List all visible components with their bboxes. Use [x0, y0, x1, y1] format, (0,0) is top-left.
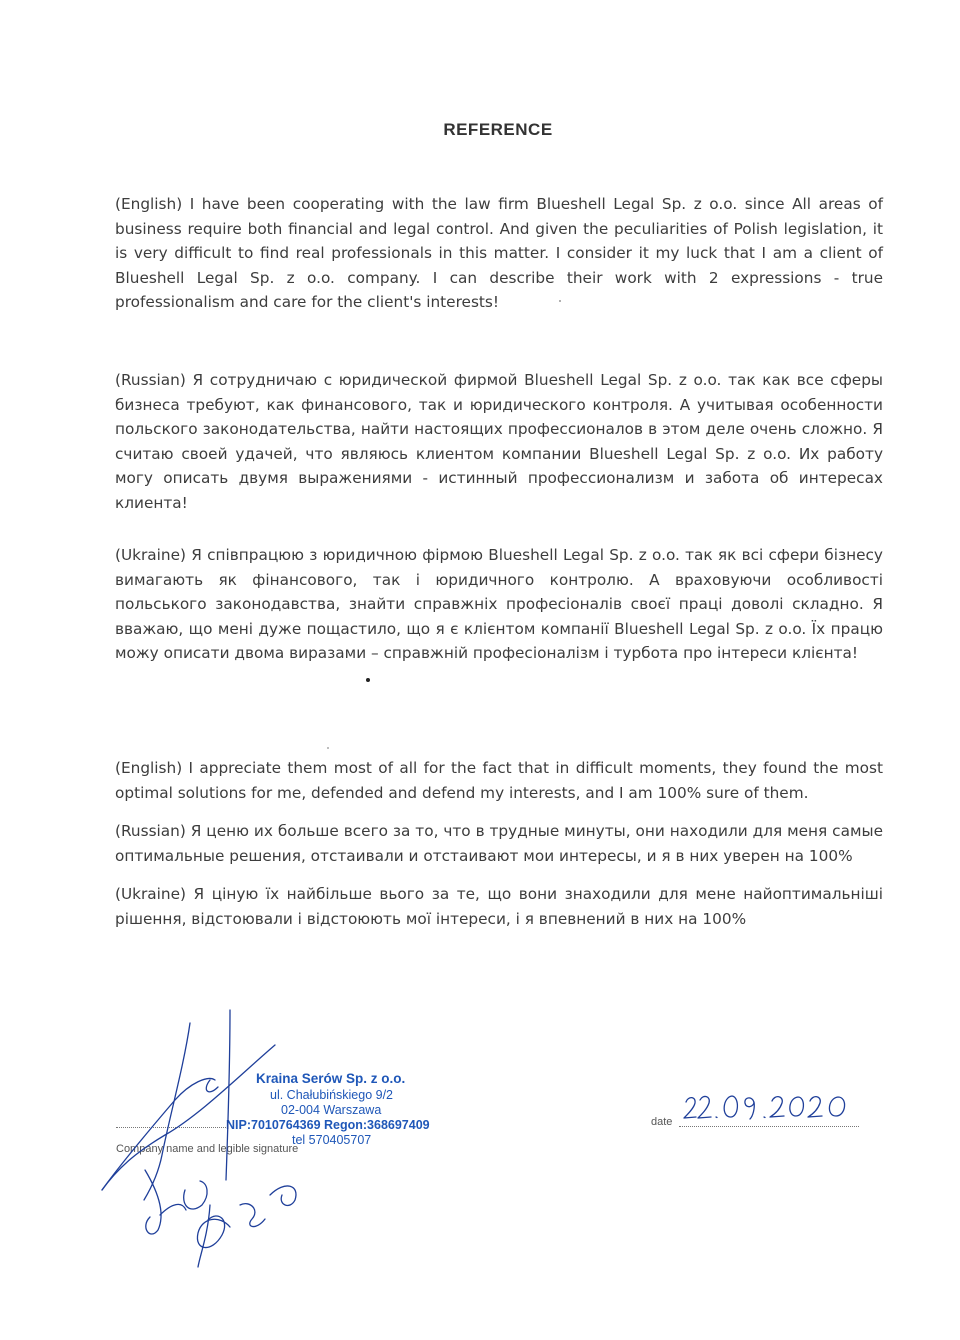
scan-speck	[327, 747, 329, 749]
paragraph-ukrainian-intro: (Ukraine) Я співпрацюю з юридичною фірмою Blueshell Legal Sp. z o.o. так як всі сфери бізнесу вимагають як фінансового, так і юридичного контролю. А враховуючи особливості польського законодавства, знайти справжніх професіоналів своєї праці доволі складно. Я вважаю, що мені дуже пощастило, що я є клієнтом компанії Blueshell Legal Sp. z o.o. Їх працю можу описати двома виразами – справжній професіоналізм і турбота про інтереси клієнта!	[115, 546, 883, 662]
paragraph-russian-appreciation: (Russian) Я ценю их больше всего за то, что в трудные минуты, они находили для меня самые оптимальные решения, отстаивали и отстаивают мои интересы, и я в них уверен на 100%	[115, 822, 883, 865]
scan-speck	[366, 678, 370, 682]
document-title: REFERENCE	[443, 120, 553, 139]
paragraph-ukrainian-appreciation: (Ukraine) Я ціную їх найбільше вього за те, що вони знаходили для мене найоптимальніші рішення, відстоювали і відстоюють мої інтереси, і я впевнений в них на 100%	[115, 885, 883, 928]
date-label: date	[651, 1116, 673, 1128]
handwritten-signature	[90, 1005, 320, 1285]
stamp-tax-ids: NIP:7010764369 Regon:368697409	[226, 1118, 430, 1132]
scan-speck	[559, 300, 561, 302]
stamp-city: 02-004 Warszawa	[281, 1103, 382, 1117]
stamp-street: ul. Chałubińskiego 9/2	[270, 1088, 393, 1102]
stamp-phone: tel 570405707	[292, 1133, 372, 1147]
stamp-company-name: Kraina Serów Sp. z o.o.	[256, 1071, 406, 1086]
handwritten-date	[680, 1088, 855, 1124]
paragraph-english-appreciation: (English) I appreciate them most of all for the fact that in difficult moments, they found the most optimal solutions for me, defended and defend my interests, and I am 100% sure of them.	[115, 759, 883, 802]
paragraph-english-intro: (English) I have been cooperating with the law firm Blueshell Legal Sp. z o.o. since All areas of business require both financial and legal control. And given the peculiarities of Polish legislation, it is very difficult to find real professionals in this matter. I consider it my luck that I am a client of Blueshell Legal Sp. z o.o. company. I can describe their work with 2 expressions - true professionalism and care for the client's interests!	[115, 195, 883, 311]
date-dotted-line	[679, 1126, 859, 1127]
signature-caption: Company name and legible signature	[116, 1143, 299, 1155]
paragraph-russian-intro: (Russian) Я сотрудничаю с юридической фирмой Blueshell Legal Sp. z o.o. так как все сферы бизнеса требуют, как финансового, так и юридического контроля. А учитывая особенности польского законодательства, найти настоящих профессионалов в этом деле очень сложно. Я считаю своей удачей, что являюсь клиентом компании Blueshell Legal Sp. z o.o. Их работу могу описать двумя выражениями - истинный профессионализм и забота об интересах клиента!	[115, 371, 883, 512]
